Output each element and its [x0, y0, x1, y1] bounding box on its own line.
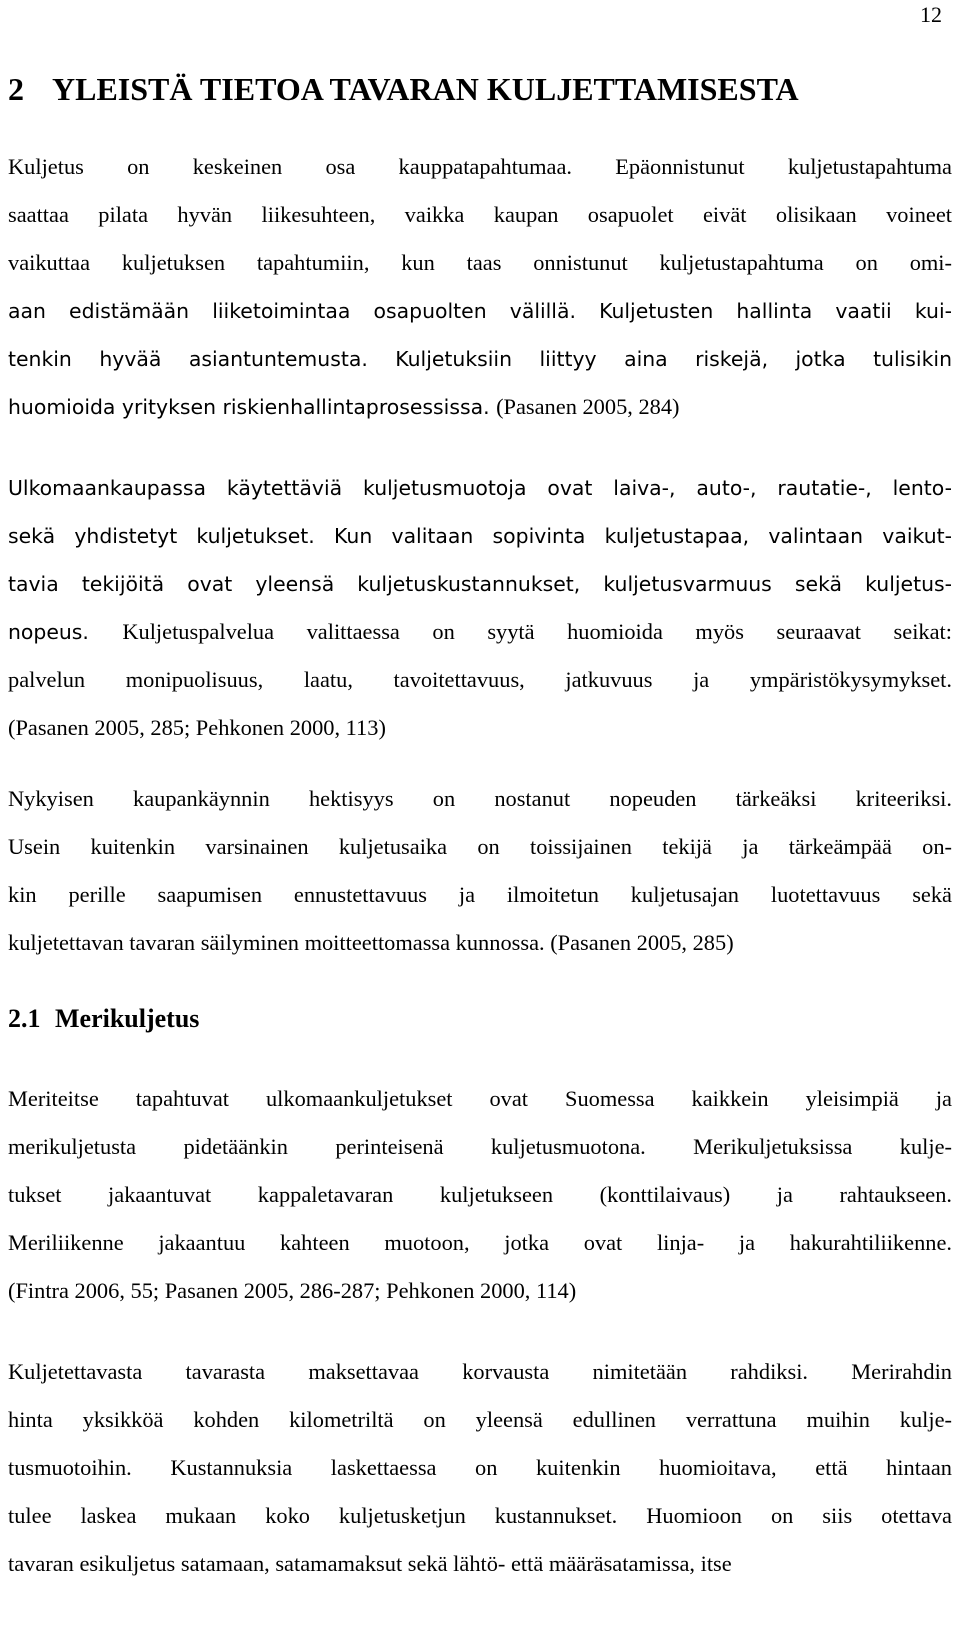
section-heading	[8, 1002, 199, 1036]
text-line	[8, 611, 952, 653]
text-line	[8, 1222, 952, 1264]
text-segment: Kuljetus on keskeinen osa kauppatapahtumaa.	[8, 154, 616, 179]
text-line	[8, 1447, 952, 1489]
text-segment: Nykyisen kaupankäynnin hektisyys on nostanut nopeuden tärkeäksi kriteeriksi.	[8, 786, 952, 811]
text-segment: merikuljetusta pidetäänkin perinteisenä kuljetusmuotona. Merikuljetuksissa kulje-	[8, 1134, 952, 1159]
text-segment: Ulkomaankaupassa käytettäviä kuljetusmuotoja ovat laiva-, auto-, rautatie-, lento-	[8, 476, 952, 500]
text-segment: (Pasanen 2005, 284)	[496, 394, 680, 419]
text-segment: kuljetettavan tavaran säilyminen moitteettomassa kunnossa. (Pasanen 2005, 285)	[8, 930, 734, 955]
text-line	[8, 146, 952, 188]
section-number: 2.1	[8, 1004, 41, 1033]
text-line	[8, 1399, 952, 1441]
text-segment: saattaa pilata hyvän liikesuhteen, vaikka kaupan osapuolet eivät olisikaan voineet	[8, 202, 952, 227]
text-line	[8, 707, 952, 749]
text-line	[8, 1495, 952, 1537]
text-line	[8, 1351, 952, 1393]
text-line	[8, 1543, 952, 1585]
page-number: 12	[920, 2, 942, 27]
text-line	[8, 1078, 952, 1120]
chapter-title: YLEISTÄ TIETOA TAVARAN KULJETTAMISESTA	[52, 71, 799, 107]
text-segment: sekä yhdistetyt kuljetukset.	[8, 524, 335, 548]
text-segment: tavaran esikuljetus satamaan, satamamaksut sekä lähtö- että määräsatamissa, itse	[8, 1551, 732, 1576]
text-segment: tenkin hyvää asiantuntemusta. Kuljetuksiin liittyy aina riskejä, jotka tulisikin	[8, 347, 952, 371]
text-segment: hinta yksikköä kohden kilometriltä on yleensä edullinen verrattuna muihin kulje-	[8, 1407, 952, 1432]
text-line	[8, 338, 952, 380]
text-segment: tavia tekijöitä ovat yleensä kuljetuskustannukset, kuljetusvarmuus sekä kuljetus-	[8, 572, 952, 596]
chapter-heading	[8, 70, 799, 108]
text-segment: Epäonnistunut kuljetustapahtuma	[615, 154, 952, 179]
text-segment: palvelun monipuolisuus, laatu, tavoitettavuus, jatkuvuus ja ympäristökysymykset.	[8, 667, 952, 692]
text-segment: kin perille saapumisen ennustettavuus ja ilmoitetun kuljetusajan luotettavuus sekä	[8, 882, 952, 907]
text-line	[8, 386, 952, 428]
text-line	[8, 1126, 952, 1168]
text-line	[8, 467, 952, 509]
text-segment: Kuljetuspalvelua valittaessa on syytä huomioida myös seuraavat seikat:	[122, 619, 952, 644]
text-segment: Kun valitaan sopivinta kuljetustapaa, valintaan vaikut-	[334, 524, 952, 548]
text-line	[8, 826, 952, 868]
text-line	[8, 874, 952, 916]
text-segment: tulee laskea mukaan koko kuljetusketjun kustannukset. Huomioon on siis otettava	[8, 1503, 952, 1528]
text-segment: tusmuotoihin. Kustannuksia laskettaessa on kuitenkin huomioitava, että hintaan	[8, 1455, 952, 1480]
text-segment: (Fintra 2006, 55; Pasanen 2005, 286-287; Pehkonen 2000, 114)	[8, 1278, 577, 1303]
text-line	[8, 922, 952, 964]
text-segment: Kuljetettavasta tavarasta maksettavaa korvausta nimitetään rahdiksi. Merirahdin	[8, 1359, 952, 1384]
text-segment: tukset jakaantuvat kappaletavaran kuljetukseen (konttilaivaus) ja rahtaukseen.	[8, 1182, 952, 1207]
text-line	[8, 1270, 952, 1312]
text-line	[8, 242, 952, 284]
text-line	[8, 194, 952, 236]
section-title: Merikuljetus	[55, 1004, 200, 1033]
text-segment: huomioida yrityksen riskienhallintaprosessissa.	[8, 395, 497, 419]
text-segment: Usein kuitenkin varsinainen kuljetusaika on toissijainen tekijä ja tärkeämpää on-	[8, 834, 952, 859]
chapter-number: 2	[8, 71, 24, 107]
text-segment: nopeus.	[8, 620, 123, 644]
text-line	[8, 563, 952, 605]
text-segment: (Pasanen 2005, 285; Pehkonen 2000, 113)	[8, 715, 386, 740]
text-segment: aan edistämään liiketoimintaa osapuolten välillä. Kuljetusten hallinta vaatii kui-	[8, 299, 952, 323]
text-line	[8, 1174, 952, 1216]
text-segment: vaikuttaa kuljetuksen tapahtumiin, kun taas onnistunut kuljetustapahtuma on omi-	[8, 250, 952, 275]
text-line	[8, 778, 952, 820]
text-line	[8, 290, 952, 332]
text-segment: Meriliikenne jakaantuu kahteen muotoon, jotka ovat linja- ja hakurahtiliikenne.	[8, 1230, 952, 1255]
text-segment: Meriteitse tapahtuvat ulkomaankuljetukset ovat Suomessa kaikkein yleisimpiä ja	[8, 1086, 952, 1111]
text-line	[8, 659, 952, 701]
text-line	[8, 515, 952, 557]
